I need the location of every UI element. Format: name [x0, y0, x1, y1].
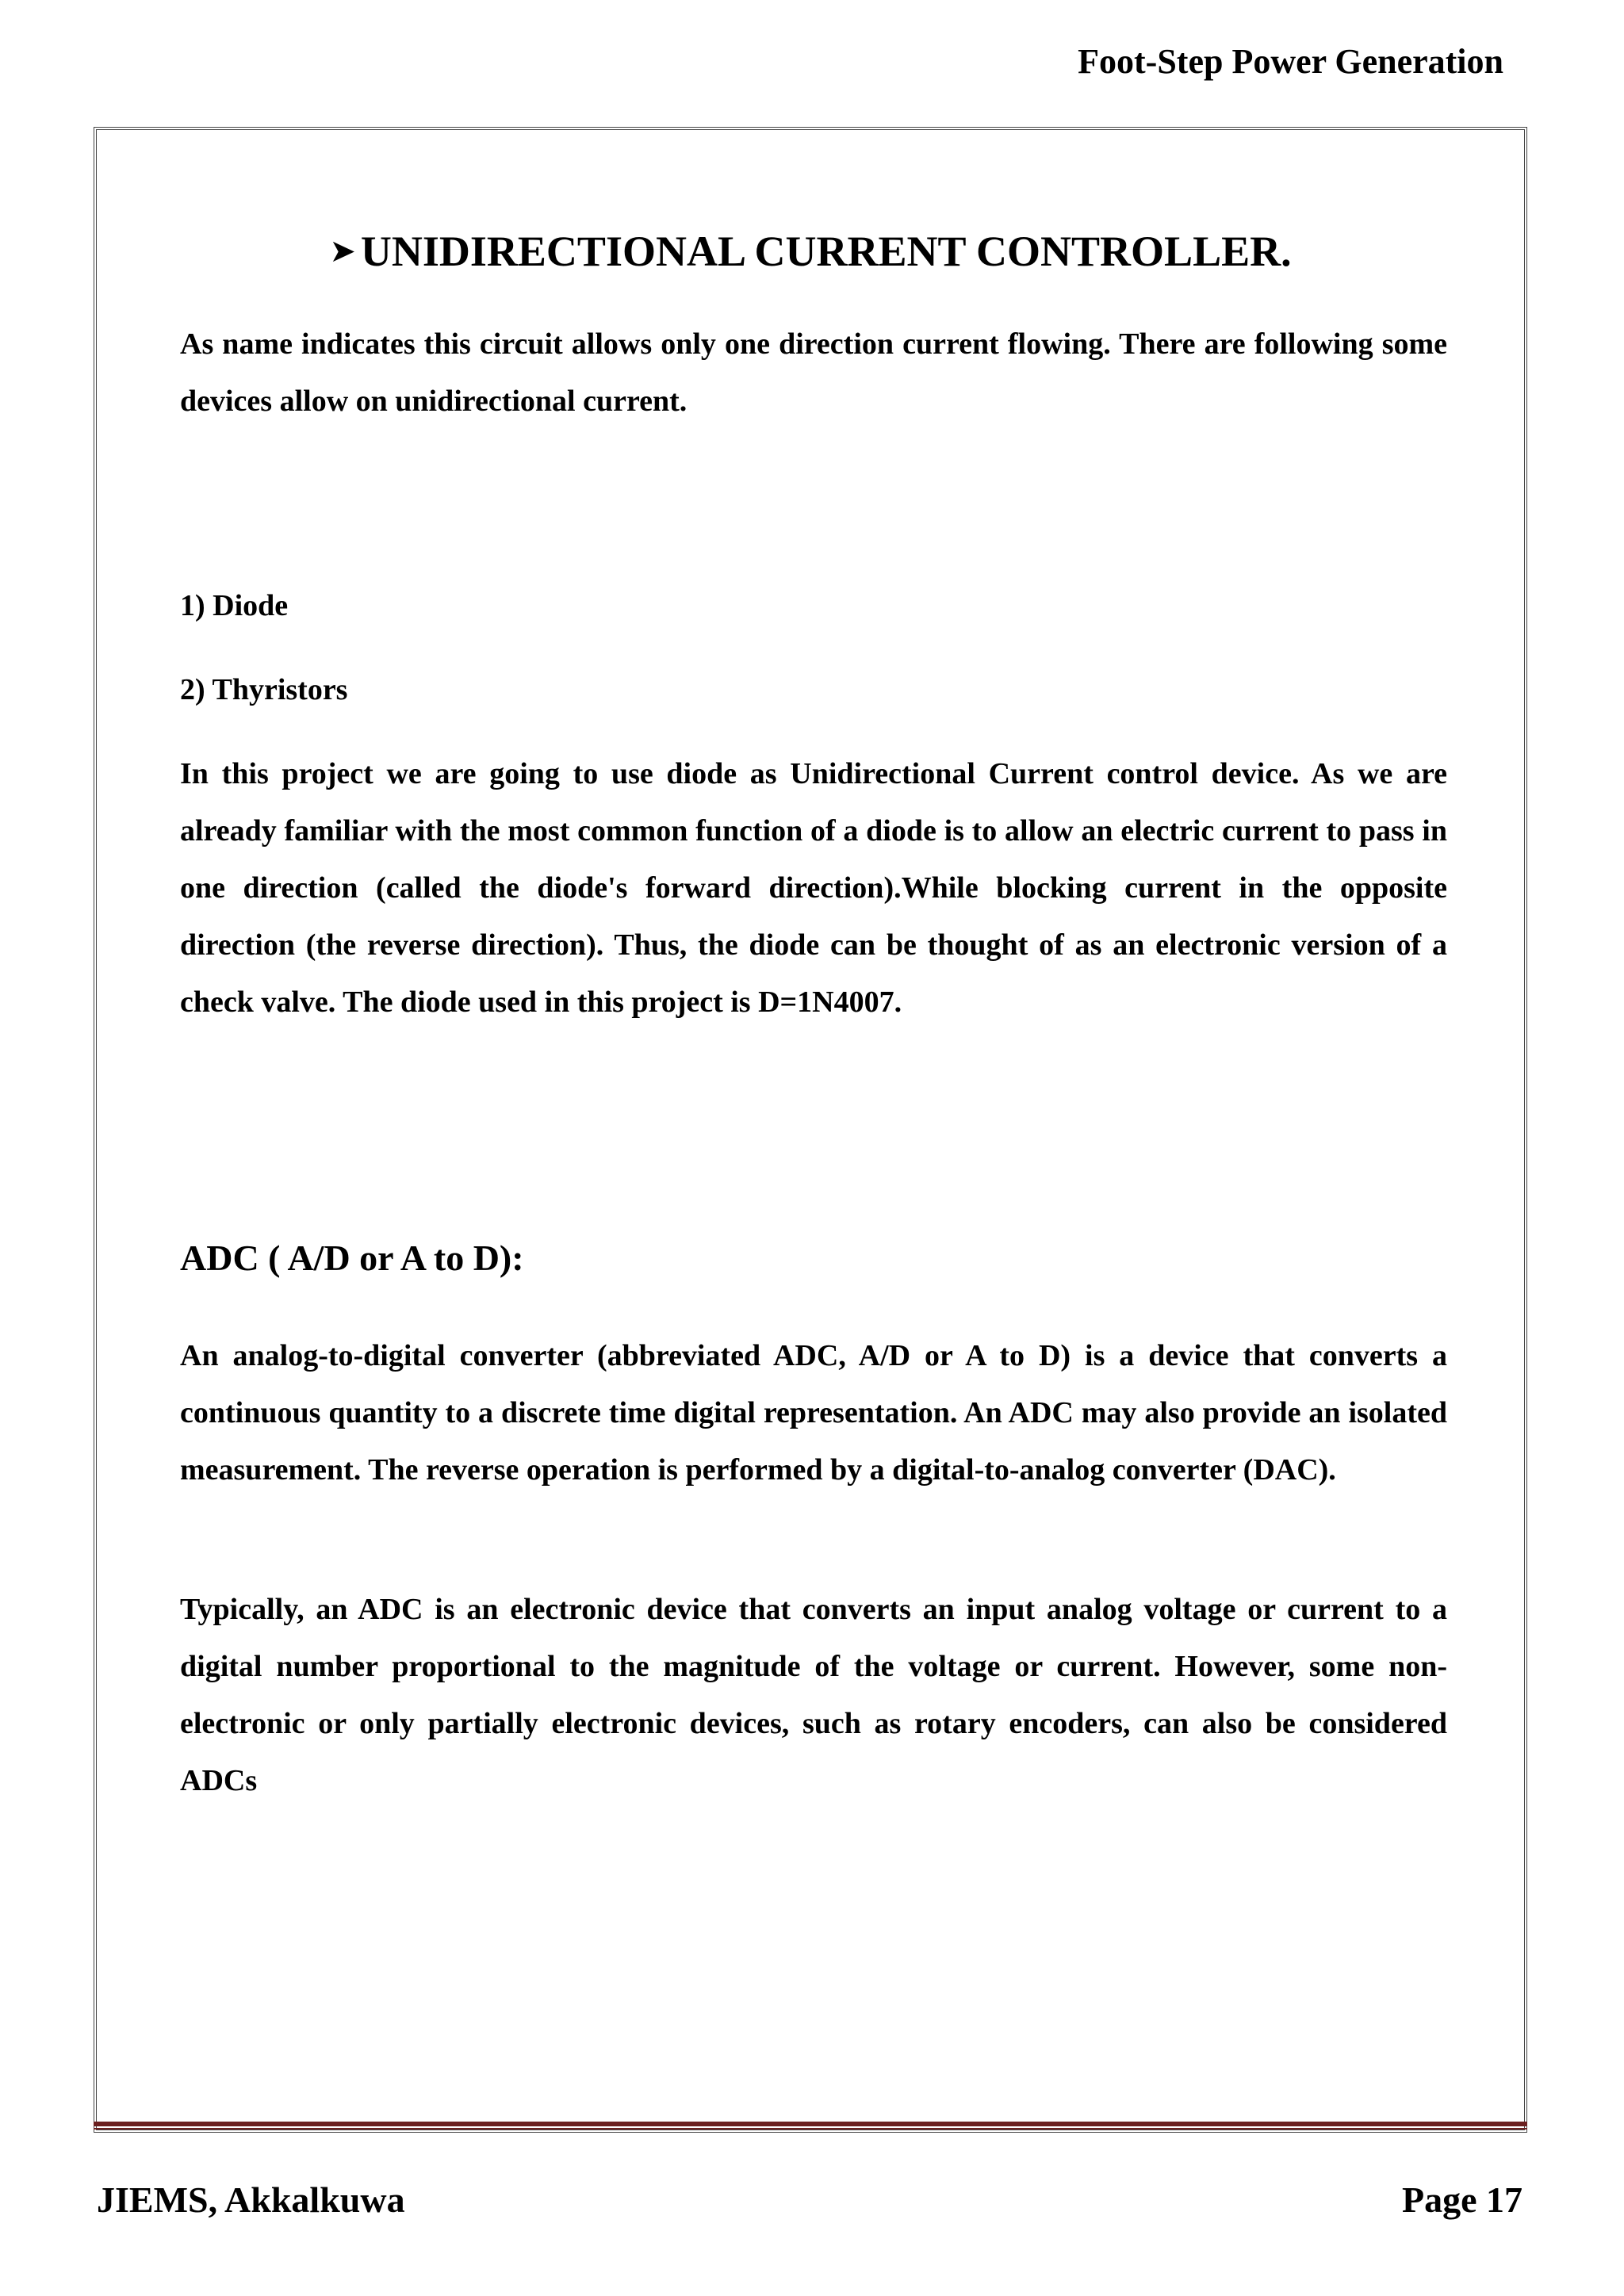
adc-paragraph-1-block [180, 1327, 1447, 1498]
adc-paragraph-1: An analog-to-digital converter (abbreviated ADC, A/D or A to D) is a device that converts a continuous quantity to a discrete time digital representation. An ADC may also provide an isolated measurement. The reverse operation is performed by a digital-to-analog converter (DAC). [180, 1339, 1447, 1487]
running-header-title: Foot-Step Power Generation [1078, 42, 1503, 81]
list-item-diode-block [180, 577, 1447, 634]
diode-body-paragraph: In this project we are going to use diode as Unidirectional Current control device. As we are already familiar with the most common function of a diode is to allow an electric current to pass in one direction (called the diode's forward direction).While blocking current in the opposite direction (the reverse direction). Thus, the diode can be thought of as an electronic version of a check valve. The diode used in this project is D=1N4007. [180, 757, 1447, 1019]
adc-paragraph-2: Typically, an ADC is an electronic device that converts an input analog voltage or current to a digital number proportional to the magnitude of the voltage or current. However, some non-electronic or only partially electronic devices, such as rotary encoders, can also be considered ADCs [180, 1593, 1447, 1797]
list-item-thyristors: 2) Thyristors [180, 673, 348, 706]
adc-heading: ADC ( A/D or A to D): [180, 1238, 524, 1278]
list-item-thyristors-block [180, 661, 1447, 718]
adc-paragraph-2-block [180, 1581, 1447, 1809]
arrowhead-bullet-icon: ➤ [329, 233, 356, 270]
intro-paragraph-block [180, 316, 1447, 430]
intro-paragraph: As name indicates this circuit allows only one direction current flowing. There are following some devices allow on unidirectional current. [180, 327, 1447, 418]
footer-divider [94, 2122, 1527, 2130]
footer-institution: JIEMS, Akkalkuwa [97, 2179, 405, 2220]
section-heading [97, 228, 1524, 275]
diode-body-paragraph-block [180, 745, 1447, 1031]
page-border-frame [94, 127, 1527, 2133]
footer-page-number: Page 17 [1401, 2179, 1522, 2220]
section-heading-text: UNIDIRECTIONAL CURRENT CONTROLLER. [360, 228, 1292, 275]
list-item-diode: 1) Diode [180, 589, 289, 622]
